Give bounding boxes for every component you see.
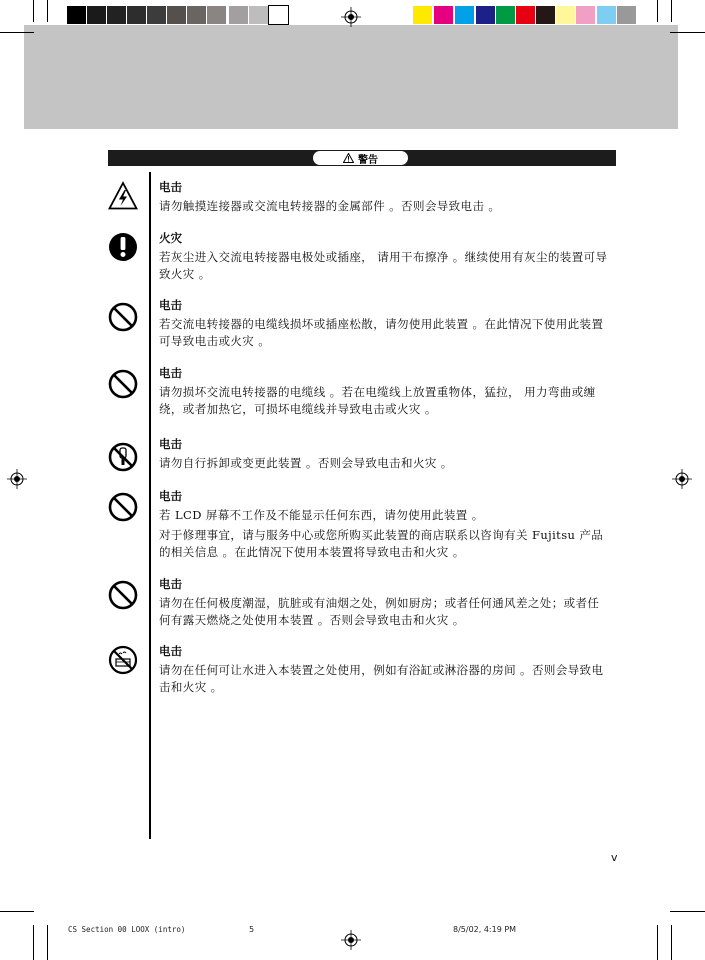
- warning-entry: [159, 231, 611, 286]
- grayscale-swatch: [269, 6, 288, 24]
- entry-text: 对于修理事宜，请与服务中心或您所购买此装置的商店联系以咨询有关 Fujitsu 产品的相关信息 。在此情况下使用本装置将导致电击和火灾 。: [159, 528, 604, 559]
- warning-entry: [159, 489, 611, 564]
- registration-target-icon: [672, 469, 692, 489]
- color-swatch: [413, 6, 432, 24]
- grayscale-swatch: [207, 6, 226, 24]
- warning-header-bar: [108, 150, 616, 166]
- color-swatch: [536, 6, 555, 24]
- registration-target-icon: [341, 7, 361, 27]
- exclamation-icon: [108, 232, 138, 262]
- registration-target-icon: [341, 930, 361, 950]
- grayscale-swatch: [107, 6, 126, 24]
- warning-entry: [159, 437, 611, 475]
- no-disassembly-icon: [108, 442, 138, 472]
- page-number: v: [611, 851, 618, 864]
- color-swatch: [434, 6, 453, 24]
- entry-text: 若交流电转接器的电缆线损坏或插座松散，请勿使用此装置 。在此情况下使用此装置可导致电击或火灾 。: [159, 317, 604, 348]
- color-swatch: [476, 6, 495, 24]
- warning-entry: [159, 366, 611, 421]
- grayscale-swatch: [167, 6, 186, 24]
- entry-text: 请勿损坏交流电转接器的电缆线 。若在电缆线上放置重物体，猛拉， 用力弯曲或缠绕，或者加热它，可损坏电缆线并导致电击或火灾 。: [159, 385, 596, 416]
- header-grey-band: [24, 25, 678, 129]
- footer-date: 8/5/02, 4:19 PM: [453, 925, 517, 934]
- color-swatch: [496, 6, 515, 24]
- warning-label-pill: [313, 151, 408, 165]
- grayscale-swatch: [187, 6, 206, 24]
- entry-text: 请勿在任何可让水进入本装置之处使用，例如有浴缸或淋浴器的房间 。否则会导致电击和火灾 。: [159, 663, 604, 694]
- prohibition-icon: [108, 369, 138, 399]
- entry-title: 电击: [159, 180, 182, 194]
- grayscale-swatch: [87, 6, 106, 24]
- color-swatch: [597, 6, 616, 24]
- prohibition-icon: [108, 492, 138, 522]
- warning-triangle-icon: [343, 153, 354, 163]
- color-swatch: [617, 6, 636, 24]
- entry-title: 电击: [159, 577, 182, 591]
- entry-title: 电击: [159, 298, 182, 312]
- registration-target-icon: [7, 469, 27, 489]
- footer-filename: CS Section 00 LOOX (intro): [68, 925, 186, 934]
- entry-title: 电击: [159, 644, 182, 658]
- content-divider: [149, 172, 151, 839]
- entry-text: 若 LCD 屏幕不工作及不能显示任何东西，请勿使用此装置 。: [159, 508, 484, 522]
- footer-page: 5: [249, 925, 255, 934]
- electric-shock-icon: [108, 181, 138, 211]
- warning-label: 警告: [358, 154, 378, 166]
- entry-title: 电击: [159, 489, 182, 503]
- entry-title: 火灾: [159, 231, 182, 245]
- grayscale-swatch: [229, 6, 248, 24]
- entry-title: 电击: [159, 437, 182, 451]
- grayscale-swatch: [127, 6, 146, 24]
- color-swatch: [576, 6, 595, 24]
- grayscale-swatch: [67, 6, 86, 24]
- entry-text: 请勿自行拆卸或变更此装置 。否则会导致电击和火灾 。: [159, 456, 453, 470]
- prohibition-icon: [108, 580, 138, 610]
- grayscale-swatch: [249, 6, 268, 24]
- color-swatch: [516, 6, 535, 24]
- entry-title: 电击: [159, 366, 182, 380]
- color-swatch: [556, 6, 575, 24]
- warning-entry: [159, 180, 611, 218]
- grayscale-swatch: [147, 6, 166, 24]
- warning-entry: [159, 644, 611, 699]
- warning-entry: [159, 298, 611, 353]
- entry-text: 请勿在任何极度潮湿，肮脏或有油烟之处，例如厨房；或者任何通风差之处；或者任何有露天燃烧之处使用本装置 。否则会导致电击和火灾 。: [159, 596, 600, 627]
- color-swatch: [455, 6, 474, 24]
- no-water-icon: [108, 645, 138, 675]
- entry-text: 请勿触摸连接器或交流电转接器的金属部件 。否则会导致电击 。: [159, 199, 501, 213]
- prohibition-icon: [108, 302, 138, 332]
- entry-text: 若灰尘进入交流电转接器电极处或插座， 请用干布擦净 。继续使用有灰尘的装置可导致火灾 。: [159, 250, 608, 281]
- warning-entry: [159, 577, 611, 632]
